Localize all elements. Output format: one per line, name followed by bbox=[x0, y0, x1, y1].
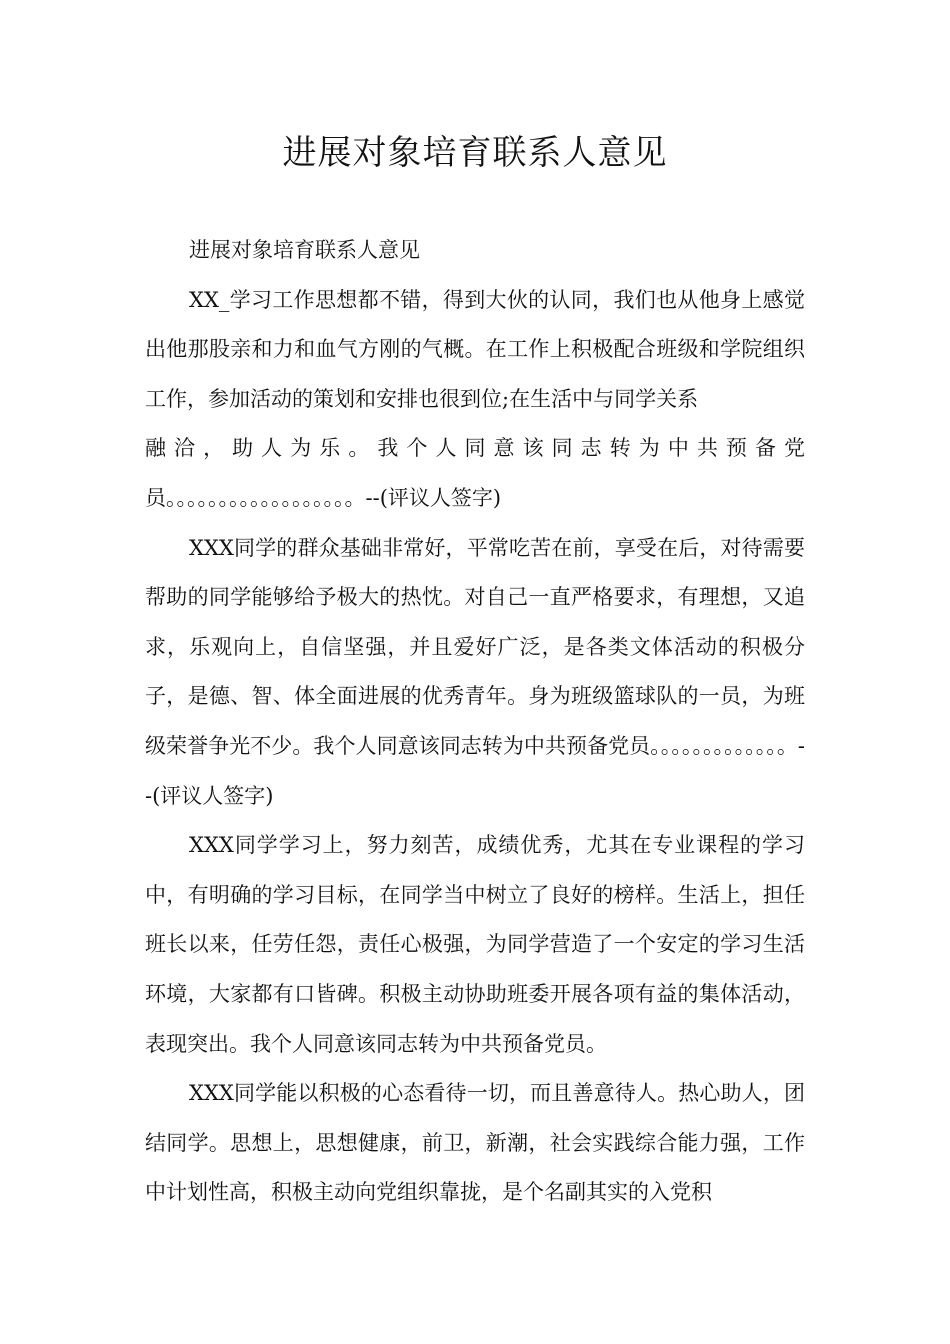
paragraph-3-text: XXX同学学习上，努力刻苦，成绩优秀，尤其在专业课程的学习中，有明确的学习目标，在同学当中树立了良好的榜样。生活上，担任班长以来，任劳任怨，责任心极强，为同学营造了一个安定的学习生活环境，大家都有口皆碑。积极主动协助班委开展各项有益的集体活动，表现突出。我个人同意该同志转为中共预备党员。 bbox=[145, 833, 805, 1056]
paragraph-1-spread-line bbox=[145, 424, 805, 474]
paragraph-2 bbox=[145, 524, 805, 822]
paragraph-1-signature-line bbox=[145, 474, 805, 524]
paragraph-1-line-3: 员。。。。。。。。。。。。。。。。。。--(评议人签字) bbox=[145, 485, 502, 510]
document-title: 进展对象培育联系人意见 bbox=[282, 133, 668, 173]
paragraph-4-text: XXX同学能以积极的心态看待一切，而且善意待人。热心助人，团结同学。思想上，思想健康，前卫，新潮，社会实践综合能力强，工作中计划性高，积极主动向党组织靠拢，是个名副其实的入党积 bbox=[145, 1081, 805, 1205]
paragraph-2-text: XXX同学的群众基础非常好，平常吃苦在前，享受在后，对待需要帮助的同学能够给予极大的热忱。对自己一直严格要求，有理想，又追求，乐观向上，自信坚强，并且爱好广泛，是各类文体活动的积极分子，是德、智、体全面进展的优秀青年。身为班级篮球队的一员，为班级荣誉争光不少。我个人同意该同志转为中共预备党员。。。。。。。。。。。。。--(评议人签字) bbox=[145, 535, 805, 808]
paragraph-4 bbox=[145, 1069, 805, 1218]
paragraph-3 bbox=[145, 821, 805, 1069]
paragraph-1 bbox=[145, 276, 805, 425]
paragraph-1-line-1: XX_学习工作思想都不错，得到大伙的认同，我们也从他身上感觉出他那股亲和力和血气方刚的气概。在工作上积极配合班级和学院组织工作，参加活动的策划和安排也很到位;在生活中与同学关系 bbox=[145, 287, 805, 411]
paragraph-1-line-2: 融 洽 ， 助 人 为 乐 。 我 个 人 同 意 该 同 志 转 为 中 共 预 备 党 bbox=[145, 436, 805, 461]
document-subtitle: 进展对象培育联系人意见 bbox=[189, 238, 420, 262]
document-body bbox=[145, 226, 805, 1218]
